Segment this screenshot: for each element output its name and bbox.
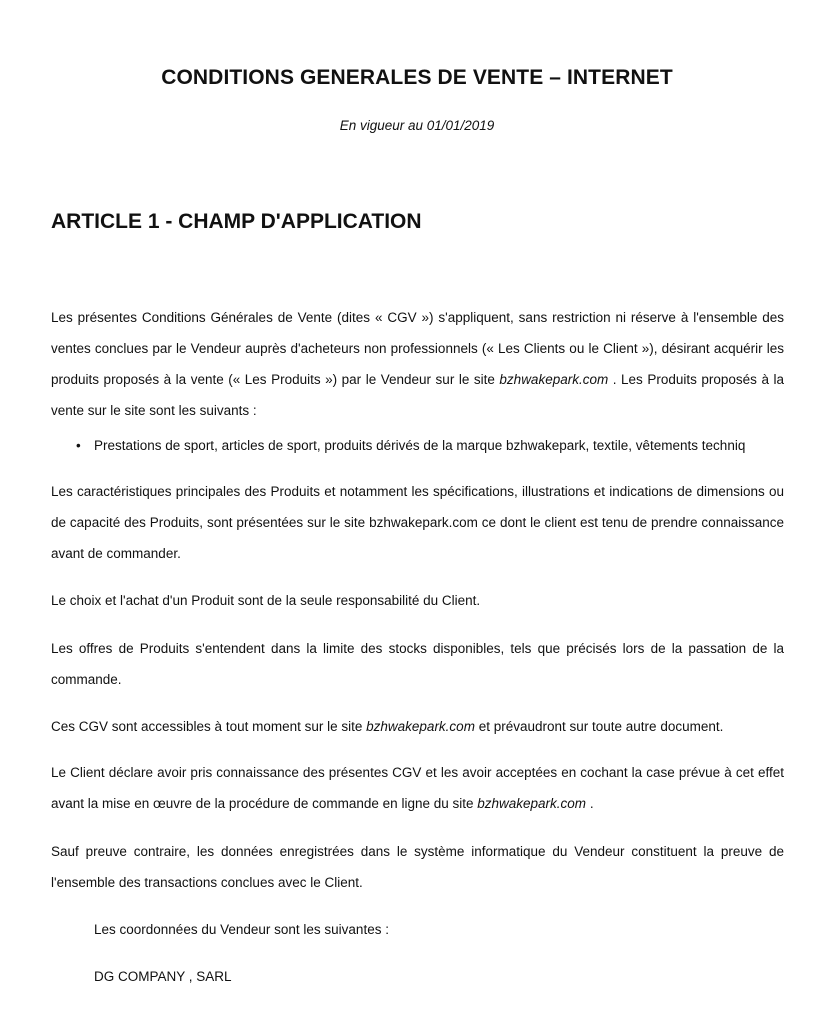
document-title: CONDITIONS GENERALES DE VENTE – INTERNET [161,66,673,89]
paragraph-characteristics [51,476,784,569]
site-link-text: bzhwakepark.com [499,372,609,387]
paragraph-acceptance-text-1: Le Client déclare avoir pris connaissance des présentes CGV et les avoir acceptées en cochant la case prévue à cet effet avant la mise en œuvre de la procédure de commande en ligne du site [51,765,784,811]
paragraph-proof-text: Sauf preuve contraire, les données enregistrées dans le système informatique du Vendeur constituent la preuve de l'ensemble des transactions conclues avec le Client. [51,844,784,890]
site-link-text: bzhwakepark.com [477,796,587,811]
paragraph-accessibility-text-2: et prévaudront sur toute autre document. [474,719,724,734]
paragraph-choice-text: Le choix et l'achat d'un Produit sont de la seule responsabilité du Client. [51,593,481,608]
document-effective-date: En vigueur au 01/01/2019 [339,118,495,133]
article-1-heading: ARTICLE 1 - CHAMP D'APPLICATION [51,210,422,233]
products-list [51,430,784,461]
bullet-icon: • [76,438,81,453]
list-item-text: Prestations de sport, articles de sport, produits dérivés de la marque bzhwakepark, textile, vêtements techniq [94,438,746,453]
paragraph-offers [51,633,784,695]
paragraph-acceptance [51,757,784,819]
seller-details-intro: Les coordonnées du Vendeur sont les suivantes : [94,922,389,937]
paragraph-scope-text-2: . Les Produits proposés à la vente sur le site sont les suivants : [51,372,784,418]
paragraph-accessibility [51,711,784,742]
list-item [51,430,784,461]
seller-company-name: DG COMPANY , SARL [94,969,232,984]
paragraph-scope [51,302,784,426]
site-link-text: bzhwakepark.com [366,719,475,734]
paragraph-choice [51,585,784,616]
paragraph-scope-text-1: Les présentes Conditions Générales de Vente (dites « CGV ») s'appliquent, sans restriction ni réserve à l'ensemble des ventes conclues par le Vendeur auprès d'acheteurs non professionnels (« Les Clients ou le Client »), désirant acquérir les produits proposés à la vente (« Les Produits ») par le Vendeur sur le site [51,310,784,387]
paragraph-proof [51,836,784,898]
paragraph-offers-text: Les offres de Produits s'entendent dans la limite des stocks disponibles, tels que précisés lors de la passation de la commande. [51,641,784,687]
paragraph-characteristics-text: Les caractéristiques principales des Produits et notamment les spécifications, illustrations et indications de dimensions ou de capacité des Produits, sont présentées sur le site bzhwakepark.com ce dont le client est tenu de prendre connaissance avant de commander. [51,484,784,561]
paragraph-acceptance-text-2: . [586,796,594,811]
paragraph-accessibility-text-1: Ces CGV sont accessibles à tout moment sur le site [51,719,367,734]
